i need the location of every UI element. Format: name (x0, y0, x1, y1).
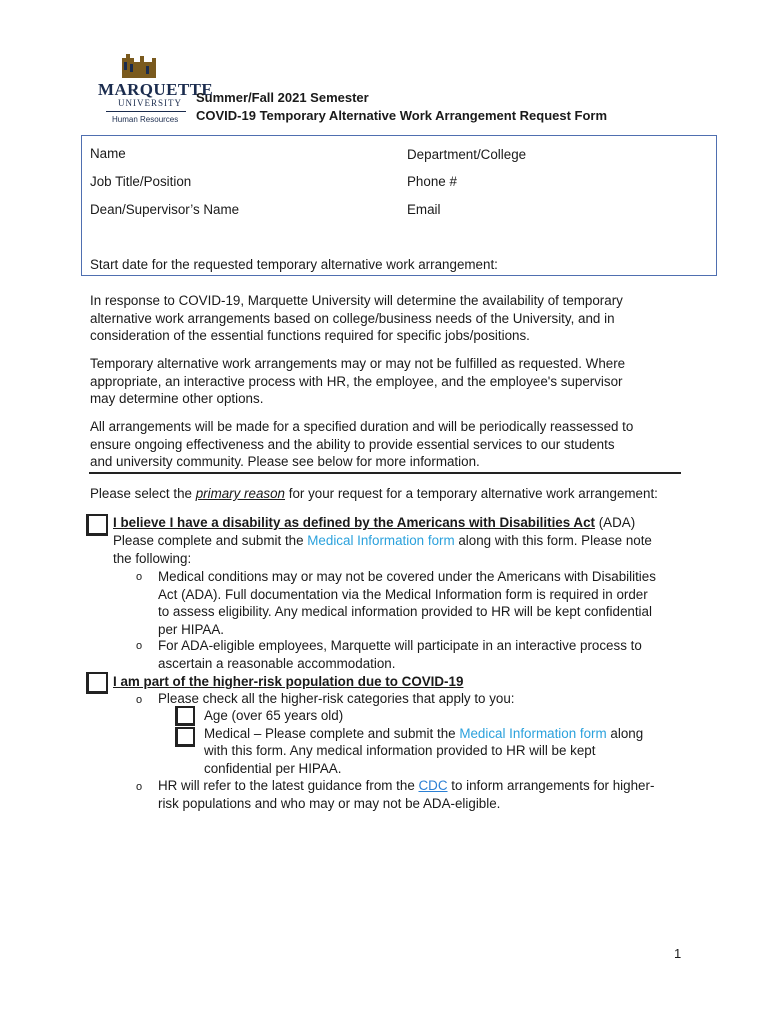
medical-checkbox[interactable] (175, 727, 195, 747)
bullet-icon: o (136, 781, 143, 793)
ada-bullet-coverage: Medical conditions may or may not be covered under the Americans with Disabilities Act (ADA). Full documentation via the Medical Information form is required in order to assess eligibility. Any medical information provided to HR will be kept confidential per HIPAA. (158, 569, 656, 637)
medical-info-form-link-2[interactable]: Medical Information form (459, 726, 607, 741)
risk-categories-prompt: Please check all the higher-risk categories that apply to you: (158, 691, 515, 706)
ada-instructions-cont: the following: (113, 551, 192, 566)
higher-risk-option-title: I am part of the higher-risk population due to COVID-19 (113, 674, 464, 689)
higher-risk-checkbox[interactable] (86, 672, 108, 694)
select-prompt: Please select the primary reason for your request for a temporary alternative work arrangement: (90, 486, 658, 501)
logo-university: UNIVERSITY (118, 98, 182, 108)
logo-wordmark: MARQUETTE (98, 80, 214, 99)
cdc-guidance: HR will refer to the latest guidance from the CDC to inform arrangements for higher- (158, 778, 655, 793)
dean-field[interactable]: Dean/Supervisor’s Name (90, 202, 240, 217)
cdc-guidance-cont: risk populations and who may or may not be ADA-eligible. (158, 796, 501, 811)
paragraph-response: In response to COVID-19, Marquette University will determine the availability of temporary alternative work arrangements based on college/business needs of the University, and in consideration of the essential functions required for specific jobs/positions. (90, 293, 623, 343)
logo-department: Human Resources (112, 115, 179, 124)
ada-instructions: Please complete and submit the Medical Information form along with this form. Please note (113, 533, 652, 548)
bullet-icon: o (136, 694, 143, 706)
ada-option-title: I believe I have a disability as defined by the Americans with Disabilities Act (ADA) (113, 515, 636, 530)
bullet-icon: o (136, 571, 143, 583)
medical-info-form-link[interactable]: Medical Information form (307, 533, 455, 548)
ada-checkbox[interactable] (86, 514, 108, 536)
email-field[interactable]: Email (407, 202, 441, 217)
page-number: 1 (674, 946, 682, 961)
bullet-icon: o (136, 640, 143, 652)
age-checkbox[interactable] (175, 706, 195, 726)
phone-field[interactable]: Phone # (407, 174, 457, 189)
job-title-field[interactable]: Job Title/Position (90, 174, 192, 189)
paragraph-fulfillment: Temporary alternative work arrangements may or may not be fulfilled as requested. Where appropriate, an interactive process with HR, the employee, and the employee's supervisor may determine other options. (90, 356, 626, 406)
start-date-field[interactable]: Start date for the requested temporary alternative work arrangement: (90, 257, 498, 272)
medical-label-cont: with this form. Any medical information provided to HR will be kept (204, 743, 596, 758)
medical-label-cont-2: confidential per HIPAA. (204, 761, 342, 776)
logo-divider (106, 111, 186, 112)
department-field[interactable]: Department/College (407, 147, 527, 162)
paragraph-duration: All arrangements will be made for a specified duration and will be periodically reassessed to ensure ongoing effectiveness and the ability to provide essential services to our students and university community. Please see below for more information. (90, 419, 634, 469)
form-semester: Summer/Fall 2021 Semester (196, 90, 369, 105)
section-divider (89, 472, 681, 474)
age-label: Age (over 65 years old) (204, 708, 344, 723)
medical-label: Medical – Please complete and submit the Medical Information form along (204, 726, 644, 741)
ada-bullet-process: For ADA-eligible employees, Marquette will participate in an interactive process to ascertain a reasonable accommodation. (158, 638, 642, 671)
name-field[interactable]: Name (90, 146, 126, 161)
cdc-link[interactable]: CDC (418, 778, 448, 793)
form-title: COVID-19 Temporary Alternative Work Arrangement Request Form (196, 108, 608, 123)
